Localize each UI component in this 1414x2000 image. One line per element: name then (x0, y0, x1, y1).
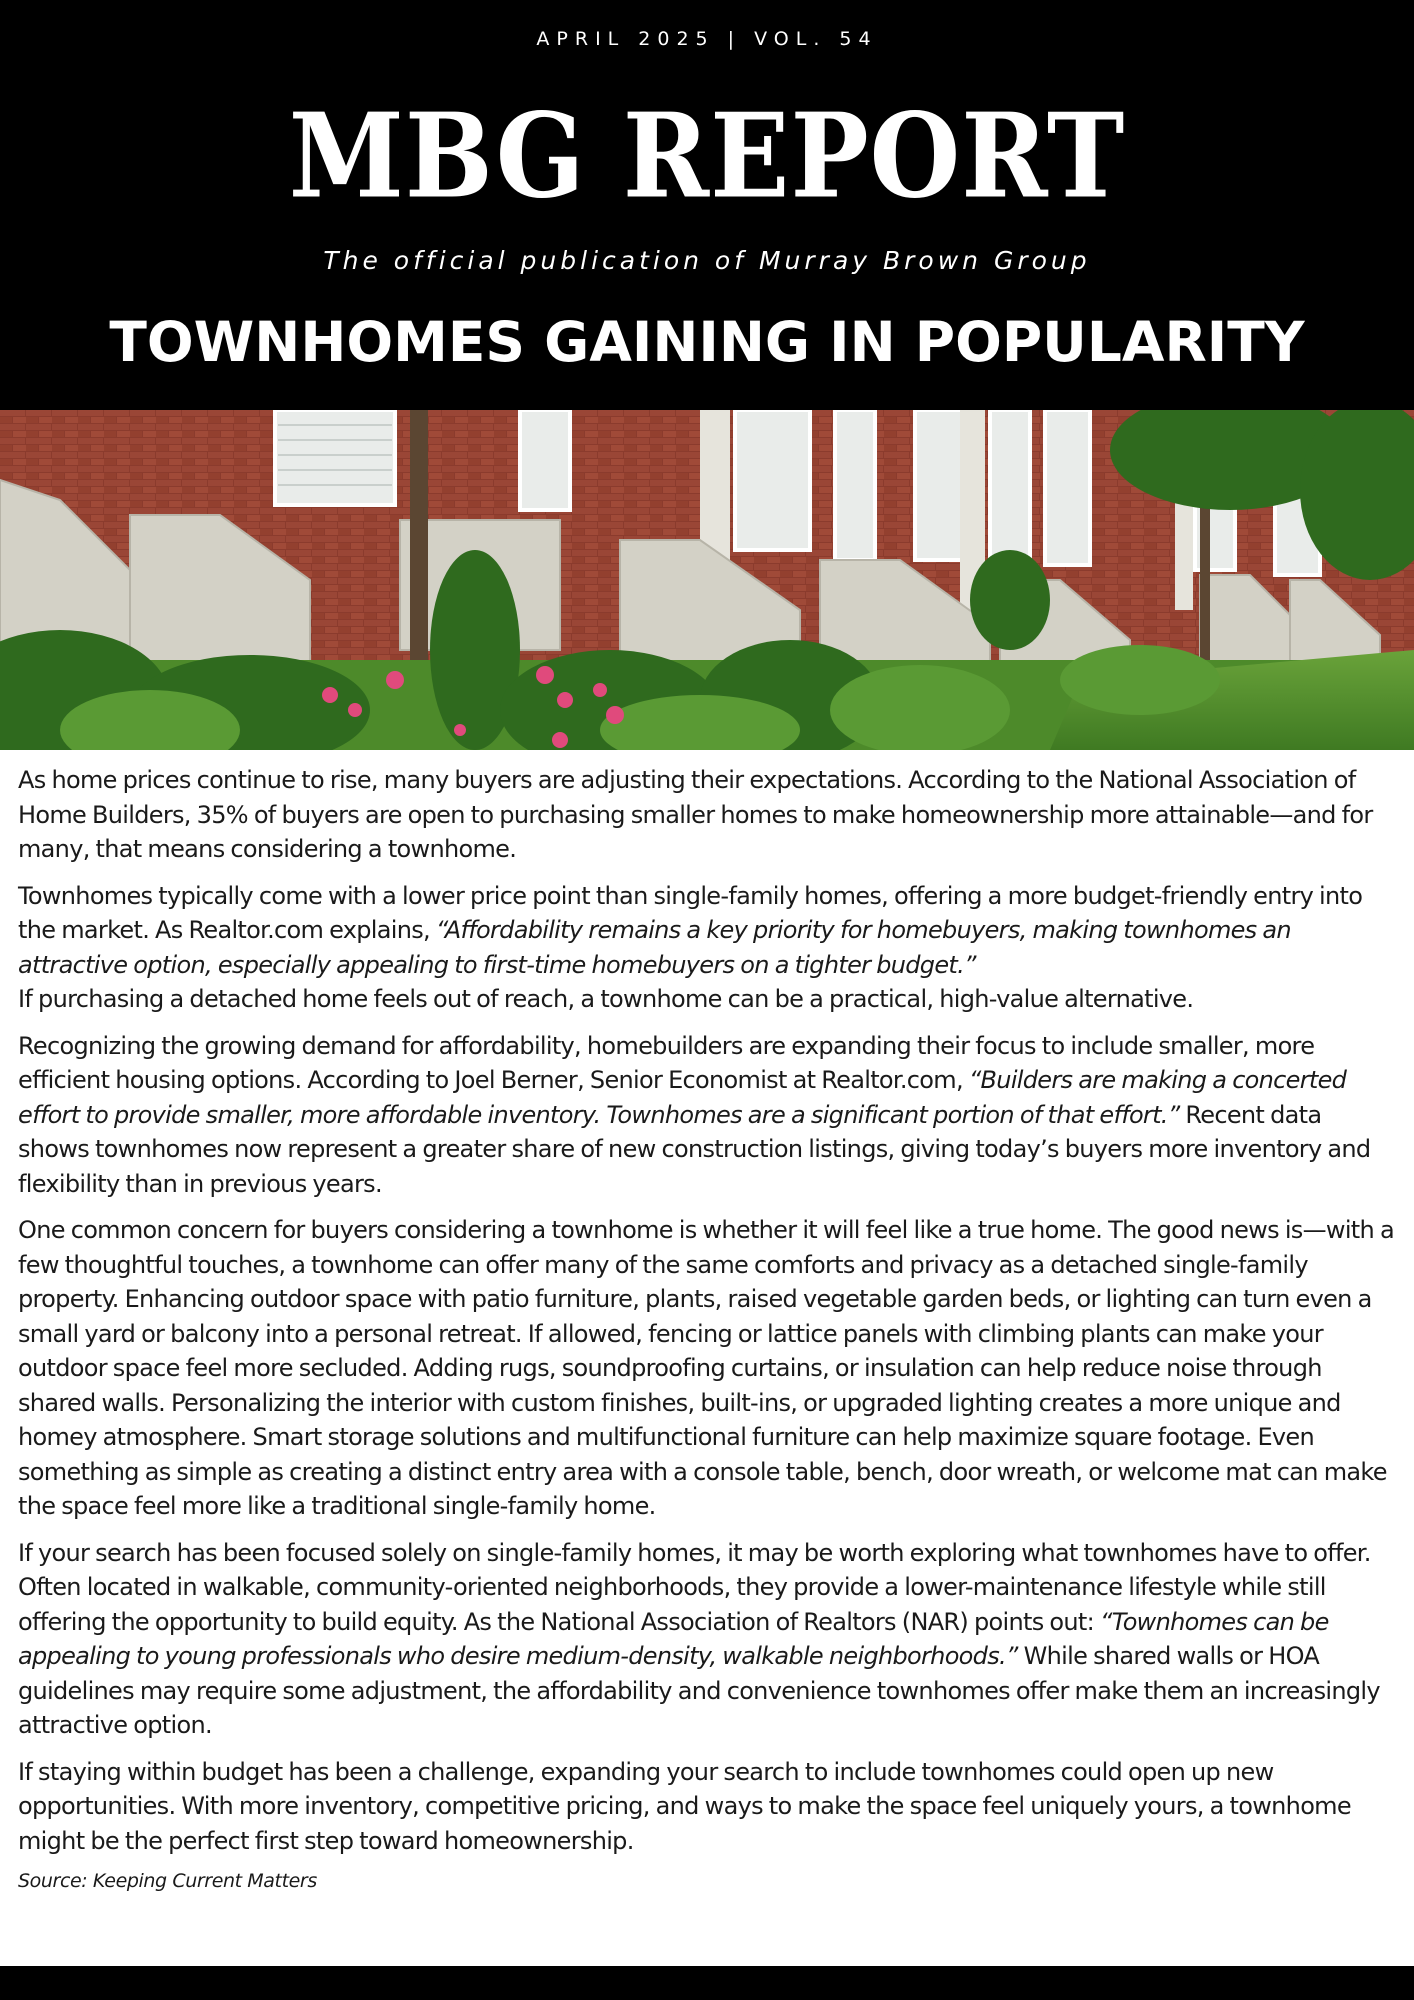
townhome-row-illustration (0, 410, 1414, 750)
paragraph-5-conclusion: While shared walls or HOA guidelines may require some adjustment, the affordability and convenience townhomes offer make them an increasingly attractive option. (18, 1642, 1380, 1739)
paragraph-5-text: If your search has been focused solely on single-family homes, it may be worth exploring what townhomes have to offer. Often located in walkable, community-oriented neighborhoods, they provide a lower-maintenance lifestyle while still offering the opportunity to build equity. As the National Association of Realtors (NAR) points out: (18, 1538, 1371, 1636)
publication-title: MBG REPORT (288, 86, 1126, 225)
paragraph-2-conclusion: If purchasing a detached home feels out of reach, a townhome can be a practical, high-value alternative. (18, 985, 1194, 1013)
issue-line: APRIL 2025 | VOL. 54 (536, 28, 878, 50)
paragraph-2-quote: “Affordability remains a key priority for homebuyers, making townhomes an attractive option, especially appealing to first-time homebuyers on a tighter budget.” (18, 916, 1291, 979)
paragraph-5-quote: “Townhomes can be appealing to young professionals who desire medium-density, walkable neighborhoods.” (18, 1607, 1329, 1670)
paragraph-4: One common concern for buyers considering a townhome is whether it will feel like a true home. The good news is—with a few thoughtful touches, a townhome can offer many of the same comforts and privacy as a detached single-family property. Enhancing outdoor space with patio furniture, plants, raised vegetable garden beds, or lighting can turn even a small yard or balcony into a personal retreat. If allowed, fencing or lattice panels with climbing plants can make your outdoor space feel more secluded. Adding rugs, soundproofing curtains, or insulation can help reduce noise through shared walls. Personalizing the interior with custom finishes, built-ins, or upgraded lighting creates a more unique and homey atmosphere. Smart storage solutions and multifunctional furniture can help maximize square footage. Even something as simple as creating a distinct entry area with a console table, bench, door wreath, or welcome mat can make the space feel more like a traditional single-family home. (18, 1216, 1394, 1520)
article-headline: TOWNHOMES GAINING IN POPULARITY (109, 310, 1305, 374)
masthead (0, 0, 1414, 410)
paragraph-3 (18, 1029, 1396, 1202)
source-credit: Source: Keeping Current Matters (18, 1870, 317, 1892)
paragraph-5 (18, 1536, 1396, 1743)
paragraph-1: As home prices continue to rise, many buyers are adjusting their expectations. According to the National Association of Home Builders, 35% of buyers are open to purchasing smaller homes to make homeownership more attainable—and for many, that means considering a townhome. (18, 766, 1373, 863)
paragraph-6: If staying within budget has been a challenge, expanding your search to include townhomes could open up new opportunities. With more inventory, competitive pricing, and ways to make the space feel uniquely yours, a townhome might be the perfect first step toward homeownership. (18, 1757, 1351, 1855)
hero-photo-townhomes (0, 410, 1414, 750)
paragraph-3-text: Recognizing the growing demand for affordability, homebuilders are expanding their focus to include smaller, more efficient housing options. According to Joel Berner, Senior Economist at Realtor.com, (18, 1031, 1315, 1094)
footer-bar (0, 1966, 1414, 2000)
paragraph-2 (18, 879, 1396, 1017)
paragraph-3-conclusion: Recent data shows townhomes now represent a greater share of new construction listings, giving today’s buyers more inventory and flexibility than in previous years. (18, 1100, 1371, 1198)
article-body (0, 750, 1414, 1966)
paragraph-3-quote: “Builders are making a concerted effort to provide smaller, more affordable inventory. Townhomes are a significant portion of that effort.” (18, 1066, 1347, 1129)
tagline: The official publication of Murray Brown Group (323, 246, 1091, 275)
paragraph-2-text: Townhomes typically come with a lower price point than single-family homes, offering a more budget-friendly entry into the market. As Realtor.com explains, (18, 881, 1363, 944)
